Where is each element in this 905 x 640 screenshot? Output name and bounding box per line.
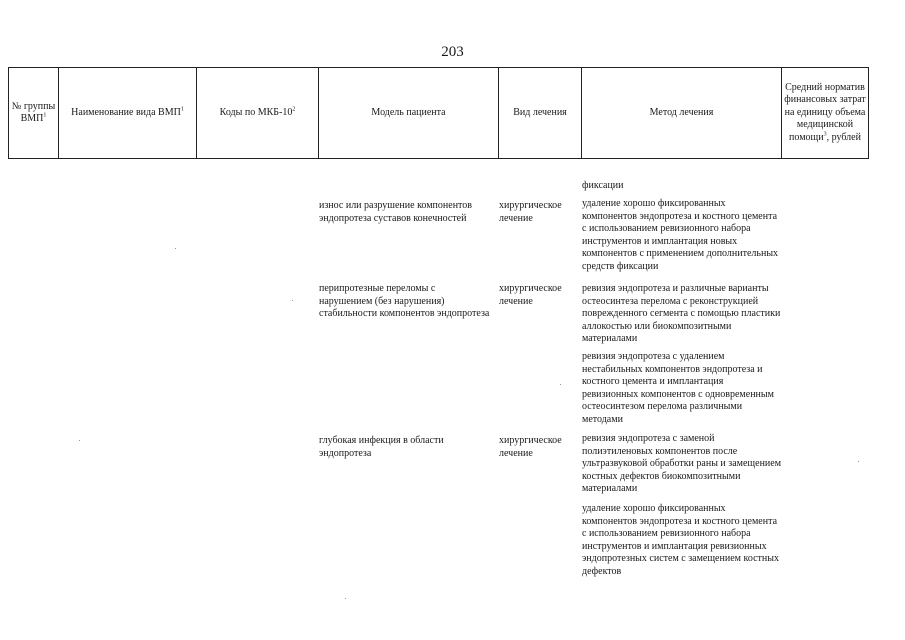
treatment-type-text: хирургическое лечение: [499, 283, 562, 307]
method-text: удаление хорошо фиксированных компонентов эндопротеза и костного цемента с использованием ревизионного набора инструментов и имплантация новых компонентов с применением дополнительных средств фиксации: [582, 198, 779, 272]
scan-speck: [292, 300, 293, 301]
patient-model-text: глубокая инфекция в области эндопротеза: [319, 435, 444, 459]
scan-speck: [79, 440, 80, 441]
scan-speck: [175, 248, 176, 249]
scan-speck: [345, 598, 346, 599]
method-text: ревизия эндопротеза и различные варианты остеосинтеза перелома с реконструкцией поврежденного сегмента с помощью пластики аллокостью или биокомпозитными материалами: [582, 283, 781, 345]
scan-speck: [858, 461, 859, 462]
header-treatment-type: Вид лечения: [499, 68, 582, 159]
treatment-type-text: хирургическое лечение: [499, 200, 562, 224]
method-text: фиксации: [582, 180, 624, 191]
header-patient-model: Модель пациента: [319, 68, 499, 159]
header-mkb-codes: Коды по МКБ-$10^2$: [197, 68, 319, 159]
patient-model-text: перипротезные переломы с нарушением (без нарушения) стабильности компонентов эндопротеза: [319, 283, 490, 320]
header-avg-cost: Средний норматив финансовых затрат на единицу объема медицинской помощи$^3$, рублей: [782, 68, 869, 159]
header-vmp-name: Наименование вида ВМП$^1$: [59, 68, 197, 159]
page-number: 203: [441, 44, 464, 60]
table-header: [8, 67, 869, 159]
method-text: ревизия эндопротеза с удалением нестабильных компонентов эндопротеза и костного цемента и имплантация ревизионных компонентов с одновременным остеосинтезом перелома различными методами: [582, 351, 774, 425]
treatment-type-text: хирургическое лечение: [499, 435, 562, 459]
method-text: удаление хорошо фиксированных компонентов эндопротеза и костного цемента с использованием ревизионного набора инструментов и имплантация ревизионных эндопротезных систем с замещением костных дефектов: [582, 503, 779, 577]
method-text: ревизия эндопротеза с заменой полиэтиленовых компонентов после ультразвуковой обработки раны и замещением костных дефектов биокомпозитными материалами: [582, 433, 782, 495]
header-treatment-method: Метод лечения: [582, 68, 782, 159]
patient-model-text: износ или разрушение компонентов эндопротеза суставов конечностей: [319, 200, 473, 224]
scan-speck: [560, 384, 561, 385]
header-group-no: № группы ВМП$^1$: [9, 68, 59, 159]
